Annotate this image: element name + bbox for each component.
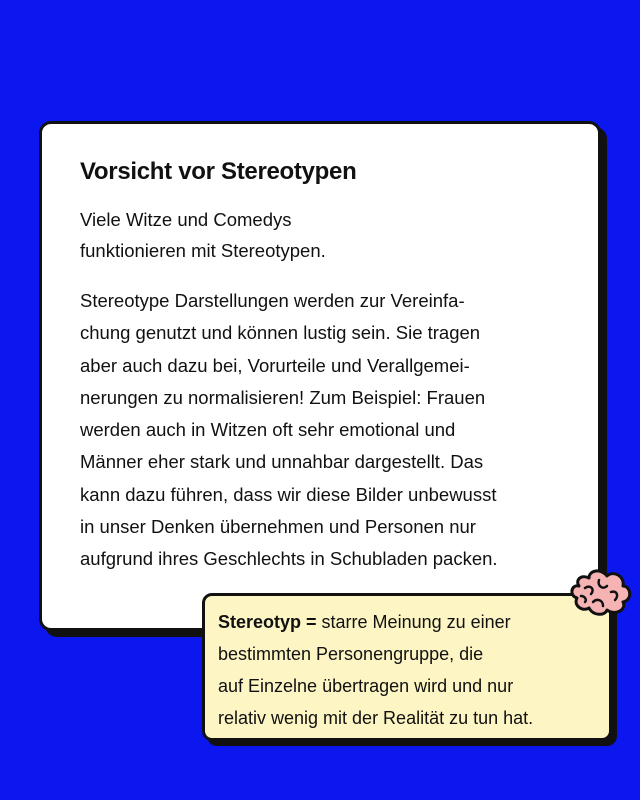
definition-first-line [218, 606, 533, 638]
body-line: Stereotype Darstellungen werden zur Vereinfa- [80, 290, 465, 311]
body-line: chung genutzt und können lustig sein. Sie tragen [80, 322, 481, 344]
definition-line: relativ wenig mit der Realität zu tun hat. [218, 708, 534, 728]
definition-line: auf Einzelne übertragen wird und nur [218, 676, 514, 696]
definition-box [202, 593, 612, 741]
card-title: Vorsicht vor Stereotypen [80, 158, 357, 185]
body-line: in unser Denken übernehmen und Personen nur [80, 516, 476, 538]
intro-line: funktionieren mit Stereotypen. [80, 240, 326, 261]
intro-text [80, 204, 326, 266]
brain-icon [565, 566, 635, 622]
definition-first-line-rest: starre Meinung zu einer [316, 612, 511, 632]
definition-line: bestimmten Personengruppe, die [218, 644, 484, 664]
body-line: kann dazu führen, dass wir diese Bilder unbewusst [80, 483, 497, 505]
body-line: Männer eher stark und unnahbar dargestellt. Das [80, 451, 484, 473]
info-card [39, 121, 601, 631]
body-line: nerungen zu normalisieren! Zum Beispiel: Frauen [80, 386, 486, 408]
intro-line: Viele Witze und Comedys [80, 209, 292, 230]
body-line: aber auch dazu bei, Vorurteile und Verallgemei- [80, 354, 470, 376]
definition-text [218, 606, 533, 734]
definition-term: Stereotyp = [218, 612, 317, 632]
body-text [80, 285, 498, 576]
body-line: werden auch in Witzen oft sehr emotional und [80, 419, 456, 441]
body-line: aufgrund ihres Geschlechts in Schubladen packen. [80, 548, 498, 570]
